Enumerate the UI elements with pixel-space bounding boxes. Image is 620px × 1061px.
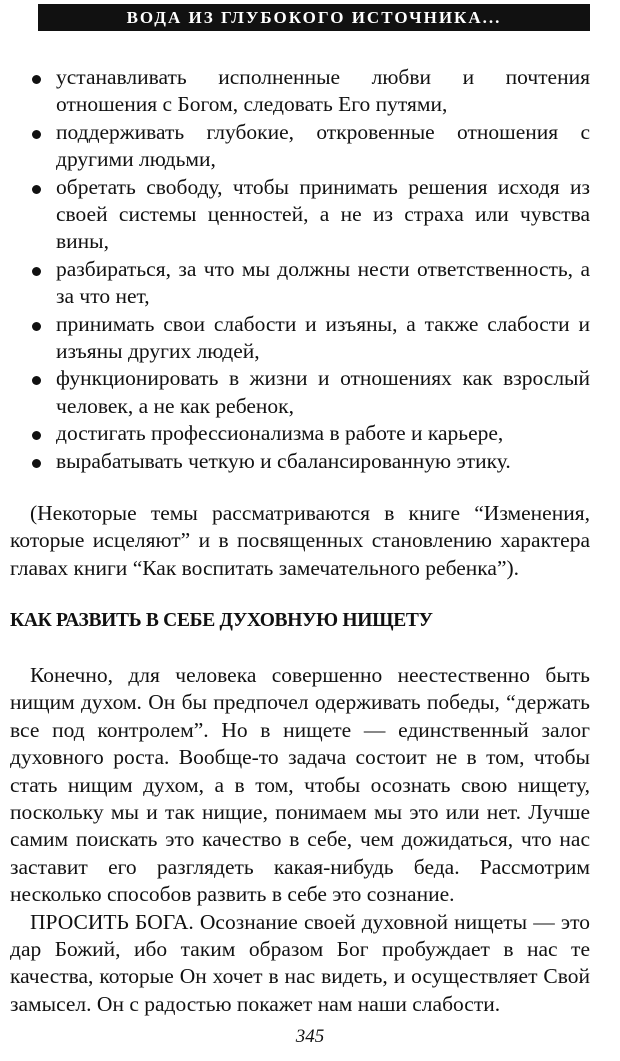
reference-note — [10, 500, 590, 582]
bullet-icon — [32, 75, 41, 84]
running-header-title: ВОДА ИЗ ГЛУБОКОГО ИСТОЧНИКА... — [126, 8, 502, 27]
list-item-text: разбираться, за что мы должны нести ответственность, а за что нет, — [56, 256, 590, 309]
list-item-text: устанавливать исполненные любви и почтения отношения с Богом, следовать Его путями, — [56, 65, 590, 117]
list-item — [30, 256, 590, 311]
bullet-icon — [32, 322, 41, 331]
page-number: 345 — [295, 1026, 325, 1047]
list-item-text: вырабатывать четкую и сбалансированную этику. — [56, 448, 511, 473]
list-item — [30, 64, 590, 119]
reference-note-text: (Некоторые темы рассматриваются в книге “Изменения, которые исцеляют” и в посвященных становлению характера главах книги “Как воспитать замечательного ребенка”). — [10, 501, 590, 580]
paragraph: Конечно, для человека совершенно неестественно быть нищим духом. Он бы предпочел одерживать победы, “держать все под контролем”. Но в нищете — единственный залог духовного роста. Вообще-то задача состоит не в том, чтобы стать нищим духом, а в том, чтобы осознать свою нищету, поскольку мы и так нищие, понимаем мы это или нет. Лучше самим поискать это качество в себе, чем дожидаться, что нас заставит его разглядеть какая-нибудь беда. Рассмотрим несколько способов развить в себе это сознание. — [10, 663, 590, 907]
bullet-icon — [32, 459, 41, 468]
list-item-text: принимать свои слабости и изъяны, а также слабости и изъяны других людей, — [56, 311, 590, 364]
list-item — [30, 174, 590, 256]
running-header — [38, 4, 590, 31]
list-item-text: функционировать в жизни и отношениях как взрослый человек, а не как ребенок, — [56, 366, 590, 418]
bullet-icon — [32, 267, 41, 276]
body-text — [10, 662, 590, 1018]
list-item — [30, 311, 590, 366]
bullet-list — [30, 64, 590, 475]
paragraph: ПРОСИТЬ БОГА. Осознание своей духовной нищеты — это дар Божий, ибо таким образом Бог пробуждает в нас те качества, которые Он хочет в нас видеть, и осуществляет Свой замысел. Он с радостью покажет нам наши слабости. — [10, 909, 590, 1016]
list-item — [30, 448, 590, 475]
list-item-text: достигать профессионализма в работе и карьере, — [56, 421, 504, 446]
section-heading: КАК РАЗВИТЬ В СЕБЕ ДУХОВНУЮ НИЩЕТУ — [10, 610, 433, 631]
list-item — [30, 119, 590, 174]
bullet-icon — [32, 130, 41, 139]
bullet-icon — [32, 185, 41, 194]
list-item-text: поддерживать глубокие, откровенные отношения с другими людьми, — [56, 119, 590, 172]
bullet-icon — [32, 431, 41, 440]
list-item-text: обретать свободу, чтобы принимать решения исходя из своей системы ценностей, а не из страха или чувства вины, — [56, 174, 590, 254]
list-item — [30, 420, 590, 447]
list-item — [30, 365, 590, 420]
bullet-icon — [32, 376, 41, 385]
